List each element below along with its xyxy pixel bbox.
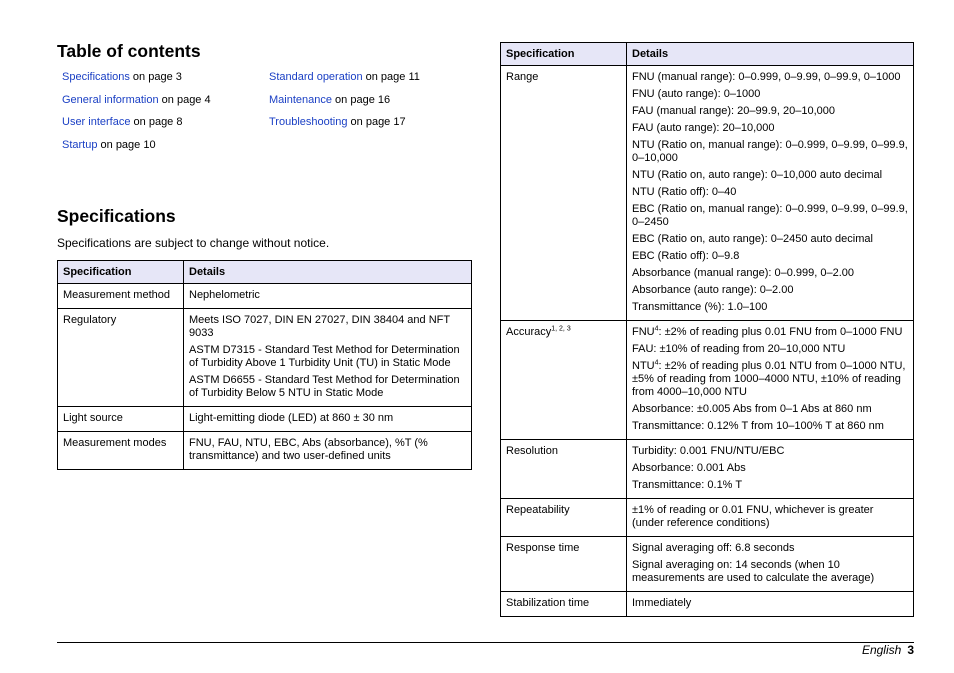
detail-line <box>632 326 908 339</box>
detail-line: FNU (manual range): 0–0.999, 0–9.99, 0–99.9, 0–1000 <box>632 71 901 83</box>
table-row-accuracy <box>501 321 914 440</box>
footer-language: English <box>861 643 902 657</box>
detail-line: Immediately <box>632 597 692 609</box>
detail-line: Transmittance (%): 1.0–100 <box>632 301 768 313</box>
spec-name: Stabilization time <box>501 592 627 617</box>
page-footer <box>862 643 914 657</box>
toc-page-ref: on page 17 <box>347 116 406 128</box>
detail-line: Signal averaging on: 14 seconds (when 10 measurements are used to calculate the average) <box>632 559 875 584</box>
table-row <box>501 440 914 499</box>
detail-line <box>632 360 908 399</box>
toc-list <box>57 71 472 181</box>
toc-page-ref: on page 11 <box>362 71 420 83</box>
detail-line: NTU (Ratio off): 0–40 <box>632 186 737 198</box>
detail-line: Transmittance: 0.12% T from 10–100% T at 860 nm <box>632 420 884 432</box>
accuracy-label: Accuracy <box>506 326 552 338</box>
detail-line: Nephelometric <box>189 289 260 301</box>
footnote-ref: 4 <box>654 325 659 333</box>
toc-item-general-information[interactable] <box>62 94 211 107</box>
left-column <box>57 40 472 470</box>
table-header-row <box>58 261 472 284</box>
detail-line: Absorbance (manual range): 0–0.999, 0–2.00 <box>632 267 854 279</box>
toc-item-user-interface[interactable] <box>62 116 182 129</box>
toc-link[interactable]: Specifications <box>62 71 130 83</box>
toc-link[interactable]: Troubleshooting <box>269 116 348 128</box>
spec-table-left <box>57 260 472 470</box>
detail-line: ASTM D7315 - Standard Test Method for Determination of Turbidity Above 1 Turbidity Unit (TU) in Static Mode <box>189 344 460 369</box>
spec-name: Resolution <box>501 440 627 499</box>
spec-details <box>184 407 472 432</box>
header-details: Details <box>184 261 472 284</box>
detail-line: Transmittance: 0.1% T <box>632 479 743 491</box>
spec-details <box>627 499 914 537</box>
table-row <box>58 407 472 432</box>
spec-name: Response time <box>501 537 627 592</box>
spec-details <box>627 537 914 592</box>
unit-label: FNU <box>632 326 655 338</box>
table-row-range <box>501 66 914 321</box>
spec-name: Measurement method <box>58 284 184 309</box>
detail-line: Signal averaging off: 6.8 seconds <box>632 542 795 554</box>
detail-line: EBC (Ratio off): 0–9.8 <box>632 250 740 262</box>
spec-name: Measurement modes <box>58 432 184 470</box>
toc-page-ref: on page 10 <box>97 139 156 151</box>
detail-line: FAU (manual range): 20–99.9, 20–10,000 <box>632 105 836 117</box>
spec-name: Regulatory <box>58 309 184 407</box>
footer-divider <box>57 642 914 643</box>
table-row <box>501 592 914 617</box>
toc-link[interactable]: Maintenance <box>269 94 332 106</box>
table-row <box>501 537 914 592</box>
spec-details <box>184 432 472 470</box>
toc-title: Table of contents <box>57 41 201 61</box>
spec-details <box>184 284 472 309</box>
detail-line: ASTM D6655 - Standard Test Method for Determination of Turbidity Below 5 NTU in Static Mode <box>189 374 460 399</box>
detail-text: : ±2% of reading plus 0.01 FNU from 0–1000 FNU <box>658 326 903 338</box>
detail-line: Light-emitting diode (LED) at 860 ± 30 nm <box>189 412 394 424</box>
spec-details <box>627 321 914 440</box>
toc-link[interactable]: Standard operation <box>269 71 363 83</box>
toc-page-ref: on page 4 <box>158 94 211 106</box>
spec-details <box>627 592 914 617</box>
toc-link[interactable]: Startup <box>62 139 98 151</box>
detail-line: Absorbance: ±0.005 Abs from 0–1 Abs at 860 nm <box>632 403 872 415</box>
toc-item-standard-operation[interactable] <box>269 71 420 84</box>
specifications-intro: Specifications are subject to change without notice. <box>57 236 330 250</box>
toc-item-startup[interactable] <box>62 139 156 152</box>
detail-line: NTU (Ratio on, manual range): 0–0.999, 0–9.99, 0–99.9, 0–10,000 <box>632 139 908 164</box>
toc-item-troubleshooting[interactable] <box>269 116 406 129</box>
detail-line: FAU: ±10% of reading from 20–10,000 NTU <box>632 343 846 355</box>
detail-line: NTU (Ratio on, auto range): 0–10,000 auto decimal <box>632 169 883 181</box>
detail-line: Meets ISO 7027, DIN EN 27027, DIN 38404 and NFT 9033 <box>189 314 450 339</box>
spec-name: Repeatability <box>501 499 627 537</box>
detail-line: Absorbance (auto range): 0–2.00 <box>632 284 794 296</box>
toc-page-ref: on page 16 <box>332 94 391 106</box>
specifications-title: Specifications <box>57 206 176 226</box>
detail-line: Absorbance: 0.001 Abs <box>632 462 746 474</box>
spec-details <box>627 440 914 499</box>
toc-item-specifications[interactable] <box>62 71 182 84</box>
page-number: 3 <box>907 643 914 657</box>
toc-link[interactable]: General information <box>62 94 159 106</box>
footnote-ref: 4 <box>654 359 659 367</box>
table-header-row <box>501 43 914 66</box>
detail-line: EBC (Ratio on, manual range): 0–0.999, 0–9.99, 0–99.9, 0–2450 <box>632 203 908 228</box>
right-column <box>500 42 914 617</box>
detail-text: : ±2% of reading plus 0.01 NTU from 0–1000 NTU, ±5% of reading from 1000–4000 NTU, ±10% of reading from 4000–10,000 NTU <box>632 360 906 398</box>
table-row <box>58 284 472 309</box>
header-details: Details <box>627 43 914 66</box>
spec-table-right <box>500 42 914 617</box>
detail-line: FAU (auto range): 20–10,000 <box>632 122 775 134</box>
header-specification: Specification <box>501 43 627 66</box>
header-specification: Specification <box>58 261 184 284</box>
spec-name: Light source <box>58 407 184 432</box>
spec-name <box>501 321 627 440</box>
spec-name: Range <box>501 66 627 321</box>
toc-page-ref: on page 3 <box>129 71 182 83</box>
table-row <box>58 309 472 407</box>
unit-label: NTU <box>632 360 655 372</box>
footnote-ref: 1, 2, 3 <box>551 325 571 333</box>
table-row <box>501 499 914 537</box>
table-row <box>58 432 472 470</box>
detail-line: ±1% of reading or 0.01 FNU, whichever is greater (under reference conditions) <box>632 504 874 529</box>
detail-line: FNU, FAU, NTU, EBC, Abs (absorbance), %T (% transmittance) and two user-defined units <box>189 437 428 462</box>
toc-link[interactable]: User interface <box>62 116 131 128</box>
spec-details <box>184 309 472 407</box>
toc-page-ref: on page 8 <box>130 116 183 128</box>
toc-item-maintenance[interactable] <box>269 94 390 107</box>
spec-details <box>627 66 914 321</box>
detail-line: EBC (Ratio on, auto range): 0–2450 auto decimal <box>632 233 873 245</box>
detail-line: Turbidity: 0.001 FNU/NTU/EBC <box>632 445 785 457</box>
detail-line: FNU (auto range): 0–1000 <box>632 88 761 100</box>
